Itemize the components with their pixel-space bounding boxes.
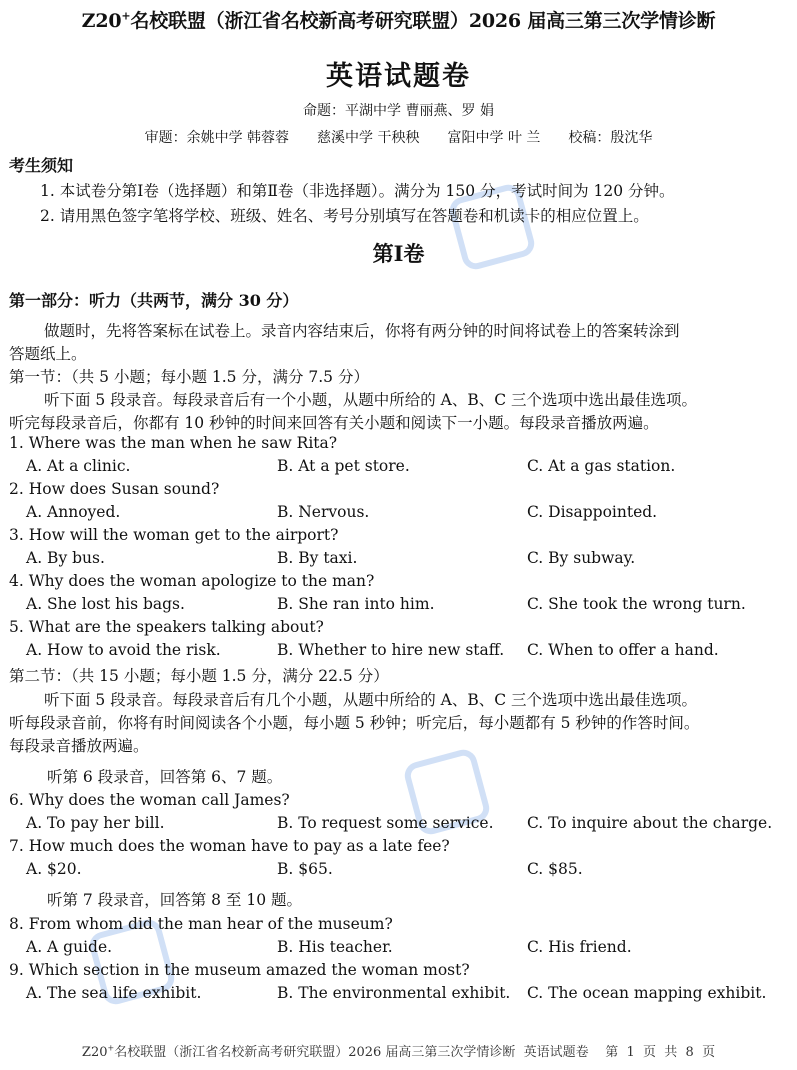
exam-title: 英语试题卷 (326, 61, 471, 92)
option-a: A. Annoyed. (26, 503, 121, 521)
option-b: B. At a pet store. (277, 457, 410, 475)
option-a: A. How to avoid the risk. (26, 641, 221, 659)
notice-title: 考生须知 (9, 156, 74, 175)
question-stem: 3. How will the woman get to the airport? (9, 526, 339, 544)
option-c: C. $85. (527, 860, 583, 878)
option-a: A. By bus. (26, 549, 105, 567)
question-stem: 8. From whom did the man hear of the museum? (9, 915, 393, 933)
option-b: B. She ran into him. (277, 595, 435, 613)
volume-heading: 第Ⅰ卷 (372, 241, 425, 266)
option-c: C. His friend. (527, 938, 632, 956)
section1-instructions: 听完每段录音后，你都有 10 秒钟的时间来回答有关小题和阅读下一小题。每段录音播放两遍。 (9, 414, 659, 432)
question-stem: 7. How much does the woman have to pay as a late fee? (9, 837, 450, 855)
part1-intro: 做题时，先将答案标在试卷上。录音内容结束后，你将有两分钟的时间将试卷上的答案转涂到 (44, 322, 680, 340)
option-b: B. To request some service. (277, 814, 494, 832)
option-c: C. Disappointed. (527, 503, 658, 521)
option-b: B. Nervous. (277, 503, 370, 521)
question-stem: 9. Which section in the museum amazed the woman most? (9, 961, 470, 979)
section2-instructions: 听每段录音前，你将有时间阅读各个小题，每小题 5 秒钟；听完后，每小题都有 5 秒钟的作答时间。 (9, 714, 700, 732)
question-stem: 5. What are the speakers talking about? (9, 618, 324, 636)
question-stem: 4. Why does the woman apologize to the man? (9, 572, 375, 590)
recording-subheading: 听第 7 段录音，回答第 8 至 10 题。 (47, 891, 303, 909)
recording-subheading: 听第 6 段录音，回答第 6、7 题。 (47, 768, 283, 786)
section1-title: 第一节：（共 5 小题；每小题 1.5 分，满分 7.5 分） (9, 368, 369, 386)
part1-intro: 答题纸上。 (9, 345, 87, 363)
section2-instructions: 每段录音播放两遍。 (9, 737, 149, 755)
option-b: B. $65. (277, 860, 333, 878)
reviewers-line: 审题：余姚中学 韩蓉蓉 慈溪中学 干秧秧 富阳中学 叶 兰 校稿：殷沈华 (144, 130, 653, 146)
option-c: C. When to offer a hand. (527, 641, 719, 659)
option-a: A. A guide. (26, 938, 113, 956)
question-stem: 6. Why does the woman call James? (9, 791, 290, 809)
option-a: A. At a clinic. (26, 457, 131, 475)
option-c: C. To inquire about the charge. (527, 814, 773, 832)
section2-instructions: 听下面 5 段录音。每段录音后有几个小题，从题中所给的 A、B、C 三个选项中选出最佳选项。 (44, 691, 698, 709)
section1-instructions: 听下面 5 段录音。每段录音后有一个小题，从题中所给的 A、B、C 三个选项中选出最佳选项。 (44, 391, 698, 409)
question-stem: 2. How does Susan sound? (9, 480, 220, 498)
option-b: B. By taxi. (277, 549, 358, 567)
page-footer: Z20+名校联盟（浙江省名校新高考研究联盟）2026 届高三第三次学情诊断 英语试题卷 第 1 页 共 8 页 (81, 1043, 716, 1060)
option-c: C. By subway. (527, 549, 636, 567)
option-a: A. The sea life exhibit. (26, 984, 202, 1002)
option-a: A. To pay her bill. (26, 814, 165, 832)
option-b: B. His teacher. (277, 938, 393, 956)
authors-line: 命题：平湖中学 曹丽燕、罗 娟 (303, 103, 494, 119)
option-c: C. At a gas station. (527, 457, 676, 475)
option-a: A. She lost his bags. (26, 595, 185, 613)
option-c: C. The ocean mapping exhibit. (527, 984, 767, 1002)
part1-title: 第一部分：听力（共两节，满分 30 分） (9, 291, 299, 310)
notice-item: 1. 本试卷分第Ⅰ卷（选择题）和第Ⅱ卷（非选择题）。满分为 150 分，考试时间为 120 分钟。 (40, 182, 675, 200)
question-stem: 1. Where was the man when he saw Rita? (9, 434, 338, 452)
option-c: C. She took the wrong turn. (527, 595, 746, 613)
option-a: A. $20. (26, 860, 82, 878)
option-b: B. Whether to hire new staff. (277, 641, 505, 659)
option-b: B. The environmental exhibit. (277, 984, 511, 1002)
exam-series-header: Z20+名校联盟（浙江省名校新高考研究联盟）2026 届高三第三次学情诊断 (81, 9, 716, 32)
notice-item: 2. 请用黑色签字笔将学校、班级、姓名、考号分别填写在答题卷和机读卡的相应位置上。 (40, 207, 649, 225)
section2-title: 第二节：（共 15 小题；每小题 1.5 分，满分 22.5 分） (9, 667, 389, 685)
